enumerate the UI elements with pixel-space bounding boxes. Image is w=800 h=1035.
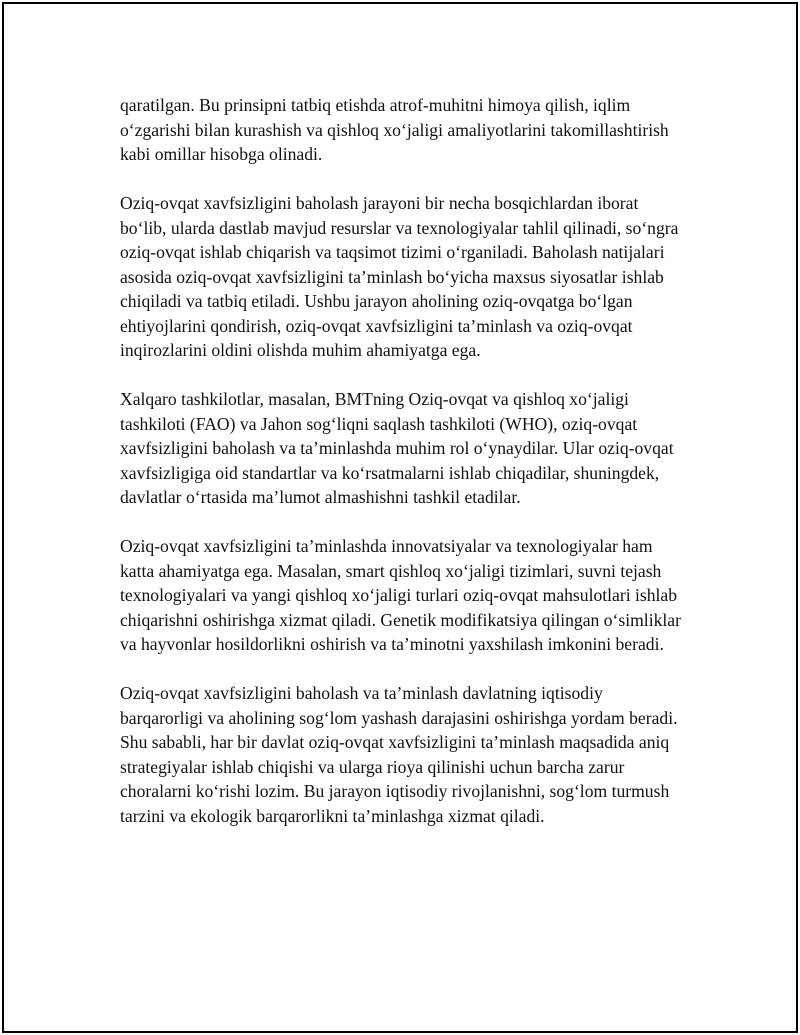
page-frame: [2, 2, 798, 1033]
document-body: [120, 93, 688, 853]
paragraph-4: Oziq-ovqat xavfsizligini ta’minlashda innovatsiyalar va texnologiyalar ham katta ahamiyatga ega. Masalan, smart qishloq xo‘jaligi tizimlari, suvni tejash texnologiyalari va yangi qishloq xo‘jaligi turlari oziq-ovqat mahsulotlari ishlab chiqarishni oshirishga xizmat qiladi. Genetik modifikatsiya qilingan o‘simliklar va hayvonlar hosildorlikni oshirish va ta’minotni yaxshilash imkonini beradi.: [120, 536, 681, 654]
paragraph-3: Xalqaro tashkilotlar, masalan, BMTning Oziq-ovqat va qishloq xo‘jaligi tashkiloti (FAO) va Jahon sog‘liqni saqlash tashkiloti (WHO), oziq-ovqat xavfsizligini baholash va ta’minlashda muhim rol o‘ynaydilar. Ular oziq-ovqat xavfsizligiga oid standartlar va ko‘rsatmalarni ishlab chiqadilar, shuningdek, davlatlar o‘rtasida ma’lumot almashishni tashkil etadilar.: [120, 389, 674, 507]
paragraph-5: Oziq-ovqat xavfsizligini baholash va ta’minlash davlatning iqtisodiy barqarorligi va aholining sog‘lom yashash darajasini oshirishga yordam beradi. Shu sababli, har bir davlat oziq-ovqat xavfsizligini ta’minlash maqsadida aniq strategiyalar ishlab chiqishi va ularga rioya qilinishi uchun barcha zarur choralarni ko‘rishi lozim. Bu jarayon iqtisodiy rivojlanishni, sog‘lom turmush tarzini va ekologik barqarorlikni ta’minlashga xizmat qiladi.: [120, 683, 678, 826]
paragraph-1: qaratilgan. Bu prinsipni tatbiq etishda atrof-muhitni himoya qilish, iqlim o‘zgarishi bilan kurashish va qishloq xo‘jaligi amaliyotlarini takomillashtirish kabi omillar hisobga olinadi.: [120, 95, 669, 164]
paragraph-2: Oziq-ovqat xavfsizligini baholash jarayoni bir necha bosqichlardan iborat bo‘lib, ularda dastlab mavjud resurslar va texnologiyalar tahlil qilinadi, so‘ngra oziq-ovqat ishlab chiqarish va taqsimot tizimi o‘rganiladi. Baholash natijalari asosida oziq-ovqat xavfsizligini ta’minlash bo‘yicha maxsus siyosatlar ishlab chiqiladi va tatbiq etiladi. Ushbu jarayon aholining oziq-ovqatga bo‘lgan ehtiyojlarini qondirish, oziq-ovqat xavfsizligini ta’minlash va oziq-ovqat inqirozlarini oldini olishda muhim ahamiyatga ega.: [120, 193, 679, 360]
